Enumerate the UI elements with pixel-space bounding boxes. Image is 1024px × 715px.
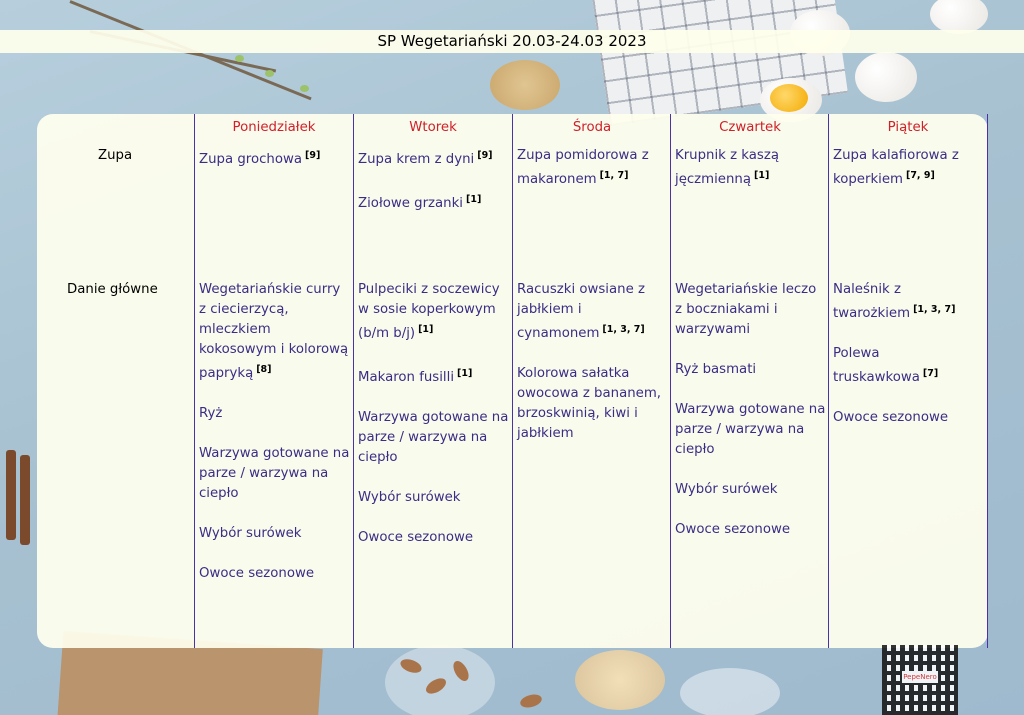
dish-name: Owoce sezonowe <box>358 530 474 545</box>
dish-name: Wegetariańskie curry z ciecierzycą, mleczkiem kokosowym i kolorową papryką <box>199 282 349 381</box>
menu-item <box>358 190 510 214</box>
allergen-codes: [1] <box>457 368 473 379</box>
allergen-codes: [9] <box>477 150 493 161</box>
day-header: Poniedziałek <box>232 120 316 135</box>
dish-name: Wybór surówek <box>199 526 302 541</box>
dish-name: Ryż <box>199 406 223 421</box>
dish-name: Pulpeciki z soczewicy w sosie koperkowym (b/m b/j) <box>358 282 500 341</box>
dish-name: Owoce sezonowe <box>833 410 949 425</box>
menu-item <box>675 520 827 540</box>
menu-item <box>675 146 827 190</box>
day-column <box>353 114 512 648</box>
allergen-codes: [1] <box>466 194 482 205</box>
egg-yolk <box>770 84 808 112</box>
menu-item <box>358 146 510 170</box>
menu-item <box>675 280 827 340</box>
dish-name: Zupa grochowa <box>199 152 302 167</box>
menu-item <box>675 400 827 460</box>
dish-name: Owoce sezonowe <box>675 522 791 537</box>
menu-item <box>517 364 669 444</box>
day-header: Środa <box>572 120 612 135</box>
menu-item <box>199 564 351 584</box>
allergen-codes: [1, 3, 7] <box>602 324 645 335</box>
dish-name: Racuszki owsiane z jabłkiem i cynamonem <box>517 282 645 341</box>
cinnamon-stick <box>6 450 16 540</box>
day-header: Piątek <box>887 120 929 135</box>
dish-name: Naleśnik z twarożkiem <box>833 282 911 321</box>
almond <box>519 692 543 709</box>
egg <box>930 0 988 34</box>
day-header: Wtorek <box>409 120 457 135</box>
main-course-block <box>199 280 351 584</box>
dish-name: Wybór surówek <box>358 490 461 505</box>
allergen-codes: [1, 3, 7] <box>913 304 956 315</box>
dish-name: Warzywa gotowane na parze / warzywa na ciepło <box>675 402 826 457</box>
sugar-bowl <box>490 60 560 110</box>
menu-item <box>199 524 351 544</box>
egg <box>855 52 917 102</box>
dish-name: Makaron fusilli <box>358 370 455 385</box>
menu-item <box>199 404 351 424</box>
bud <box>265 70 274 77</box>
dish-name: Zupa krem z dyni <box>358 152 475 167</box>
menu-item <box>199 280 351 384</box>
soup-block <box>675 146 827 190</box>
soup-block <box>517 146 669 190</box>
menu-item <box>675 360 827 380</box>
allergen-codes: [1] <box>754 170 770 181</box>
allergen-codes: [8] <box>256 364 272 375</box>
dish-name: Krupnik z kaszą jęczmienną <box>675 148 779 187</box>
qr-code <box>882 645 958 715</box>
cinnamon-stick <box>20 455 30 545</box>
menu-item <box>833 344 985 388</box>
dish-name: Wybór surówek <box>675 482 778 497</box>
day-column <box>828 114 988 648</box>
glass-jar <box>680 668 780 715</box>
allergen-codes: [1] <box>418 324 434 335</box>
menu-panel <box>37 114 988 648</box>
row-label-main-course: Danie główne <box>67 282 158 297</box>
allergen-codes: [1, 7] <box>599 170 629 181</box>
day-column <box>512 114 671 648</box>
allergen-codes: [7] <box>922 368 939 379</box>
sugar-jar <box>575 650 665 710</box>
dish-name: Ziołowe grzanki <box>358 196 463 211</box>
menu-item <box>517 146 669 190</box>
main-course-block <box>833 280 985 428</box>
dish-name: Kolorowa sałatka owocowa z bananem, brzoskwinią, kiwi i jabłkiem <box>517 366 661 441</box>
day-column <box>670 114 829 648</box>
soup-block <box>199 146 351 170</box>
bud <box>300 85 309 92</box>
allergen-codes: [9] <box>305 150 321 161</box>
bud <box>235 55 244 62</box>
soup-block <box>833 146 985 190</box>
menu-item <box>358 528 510 548</box>
menu-item <box>199 444 351 504</box>
main-course-block <box>517 280 669 444</box>
soup-block <box>358 146 510 214</box>
main-course-block <box>358 280 510 548</box>
day-column <box>194 114 353 648</box>
menu-item <box>199 146 351 170</box>
menu-item <box>833 280 985 324</box>
dish-name: Ryż basmati <box>675 362 757 377</box>
day-header: Czwartek <box>719 120 781 135</box>
menu-item <box>358 408 510 468</box>
dish-name: Zupa pomidorowa z makaronem <box>517 148 649 187</box>
brand-logo: PepeNero <box>903 673 937 681</box>
menu-item <box>675 480 827 500</box>
menu-title: SP Wegetariański 20.03-24.03 2023 <box>0 30 1024 53</box>
menu-item <box>517 280 669 344</box>
menu-item <box>358 280 510 344</box>
menu-item <box>833 146 985 190</box>
row-label-soup: Zupa <box>98 148 133 163</box>
dish-name: Warzywa gotowane na parze / warzywa na ciepło <box>358 410 509 465</box>
main-course-block <box>675 280 827 540</box>
dish-name: Warzywa gotowane na parze / warzywa na ciepło <box>199 446 350 501</box>
menu-item <box>358 488 510 508</box>
dish-name: Owoce sezonowe <box>199 566 315 581</box>
dish-name: Polewa truskawkowa <box>833 346 920 385</box>
menu-item <box>358 364 510 388</box>
dish-name: Wegetariańskie leczo z boczniakami i warzywami <box>675 282 817 337</box>
menu-item <box>833 408 985 428</box>
allergen-codes: [7, 9] <box>905 170 935 181</box>
dish-name: Zupa kalafiorowa z koperkiem <box>833 148 959 187</box>
